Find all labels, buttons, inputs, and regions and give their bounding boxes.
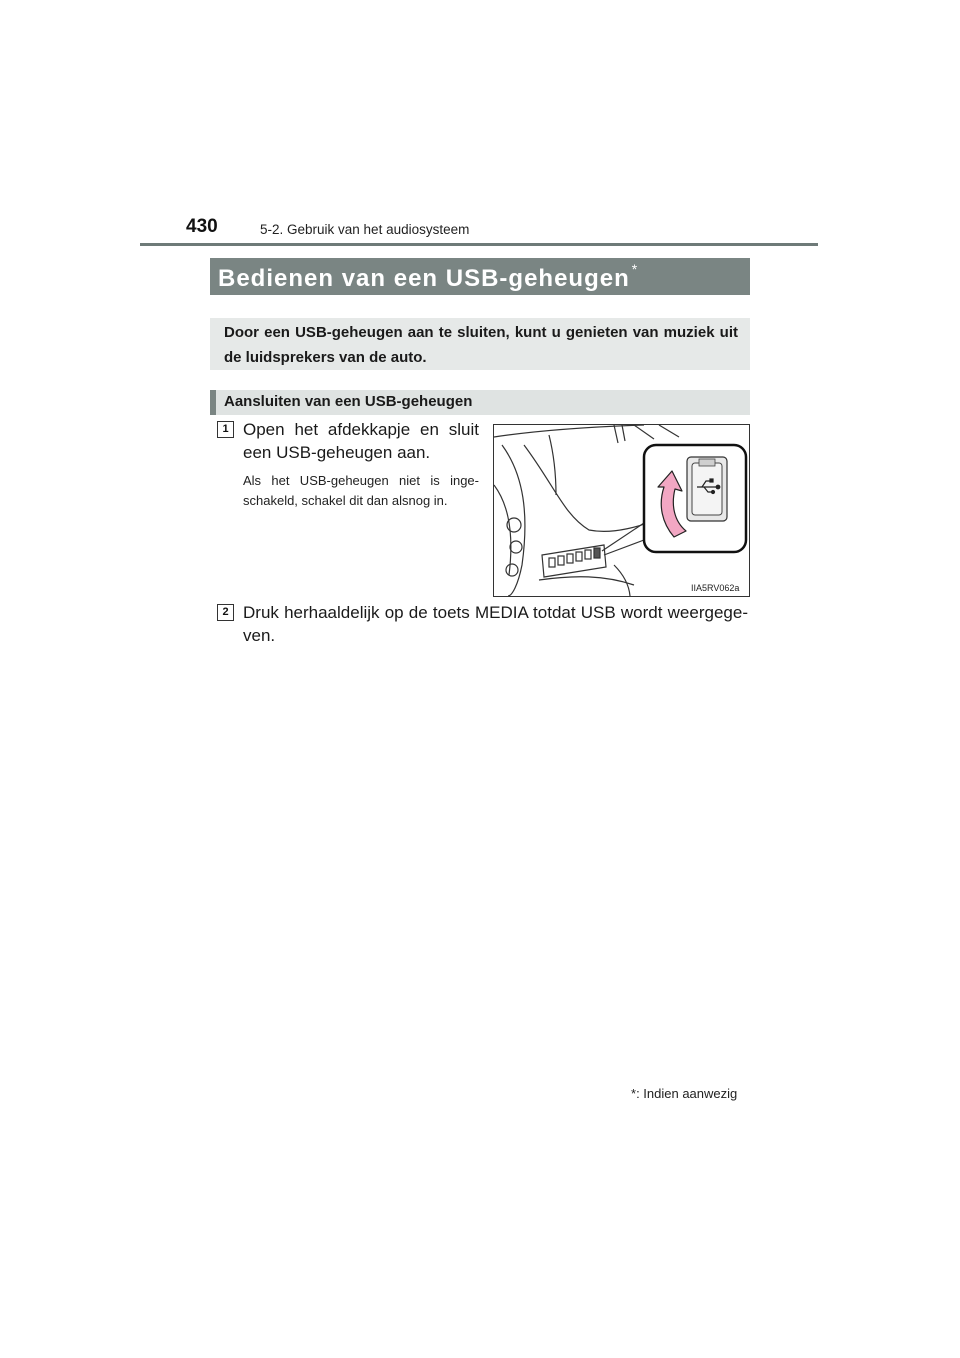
illustration-code: IIA5RV062a <box>691 583 740 593</box>
step-2-text: Druk herhaaldelijk op de toets MEDIA totdat USB wordt weergegeven. <box>243 603 748 645</box>
footnote-text: : Indien aanwezig <box>636 1086 738 1101</box>
section-title: 5-2. Gebruik van het audiosysteem <box>260 222 470 237</box>
step-1-text: Open het afdekkapje en sluit een USB-geheugen aan. <box>243 420 479 462</box>
footnote-asterisk: * <box>631 1086 637 1101</box>
header-divider <box>140 243 818 246</box>
dashboard-drawing <box>494 425 749 596</box>
step-number-2: 2 <box>217 604 234 621</box>
page-number: 430 <box>186 216 218 237</box>
intro-text: Door een USB-geheugen aan te sluiten, kunt u genieten van muziek uit de luidsprekers van de auto. <box>210 318 750 370</box>
subsection-heading: Aansluiten van een USB-geheugen <box>210 390 750 415</box>
title-asterisk: * <box>631 261 639 277</box>
page-title-text: Bedienen van een USB-geheugen <box>218 265 630 292</box>
page-title <box>210 258 750 295</box>
step-1-note: Als het USB-geheugen niet is ingeschakeld, schakel dit dan alsnog in. <box>243 473 479 508</box>
usb-port-illustration <box>493 424 750 597</box>
step-number-1: 1 <box>217 421 234 438</box>
footnote <box>631 1086 737 1101</box>
